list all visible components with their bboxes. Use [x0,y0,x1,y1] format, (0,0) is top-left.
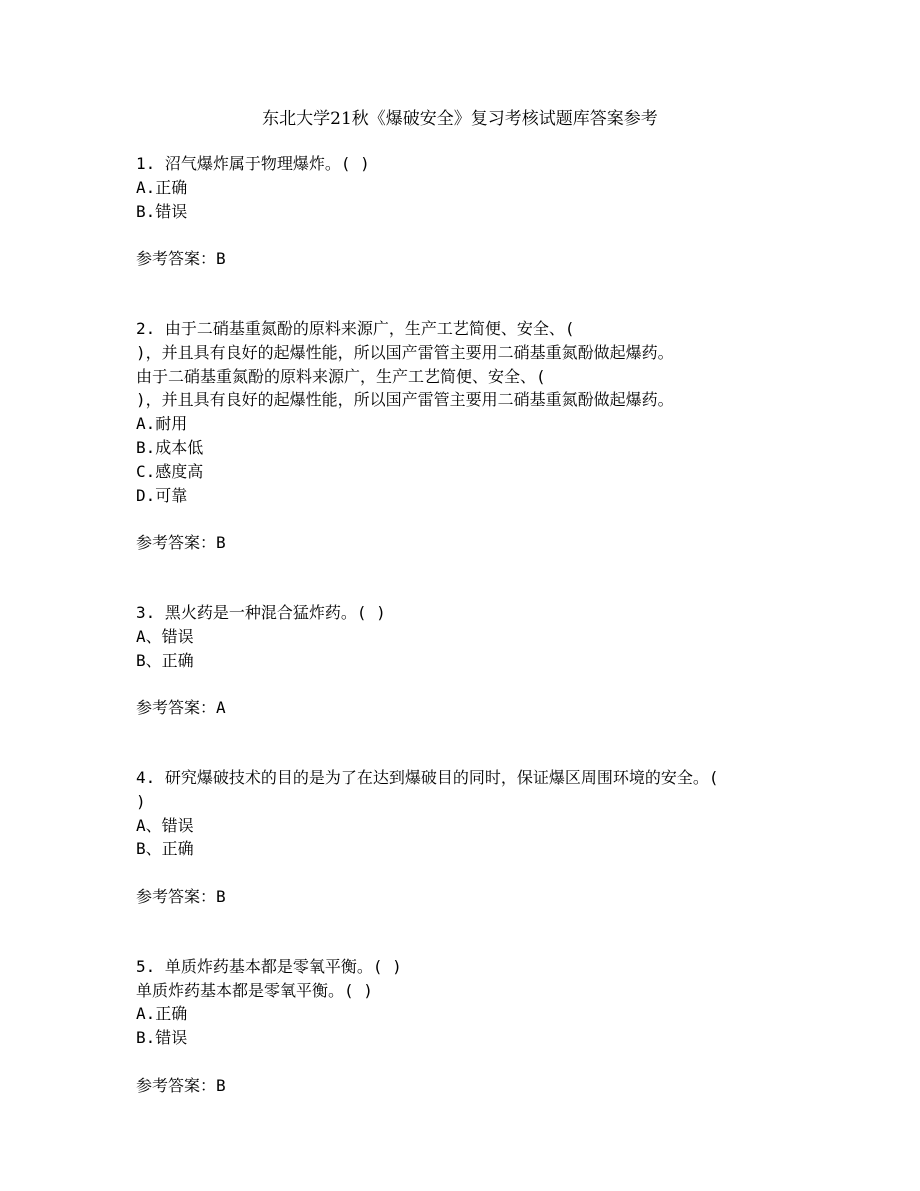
reference-answer: 参考答案：B [136,1075,226,1095]
option-b: B.错误 [136,1028,188,1048]
option-a: A、错误 [136,626,194,646]
question-3 [136,601,796,720]
option-c: C.感度高 [136,461,204,481]
option-a: A、错误 [136,815,194,835]
question-1 [136,152,796,271]
option-b: B.成本低 [136,437,204,457]
option-d: D.可靠 [136,485,188,505]
reference-answer: 参考答案：A [136,698,226,718]
option-b: B、正确 [136,839,194,859]
option-a: A.正确 [136,177,188,197]
reference-answer: 参考答案：B [136,886,226,906]
question-list [136,152,796,1144]
question-text: 4. 研究爆破技术的目的是为了在达到爆破目的同时，保证爆区周围环境的安全。( ) [136,767,719,811]
option-a: A.耐用 [136,414,188,434]
question-2 [136,317,796,555]
question-4 [136,766,796,909]
question-5 [136,955,796,1098]
reference-answer: 参考答案：B [136,249,226,269]
option-a: A.正确 [136,1004,188,1024]
question-text: 1. 沼气爆炸属于物理爆炸。( ) [136,154,370,173]
option-b: B.错误 [136,201,188,221]
option-b: B、正确 [136,650,194,670]
document-title: 东北大学21秋《爆破安全》复习考核试题库答案参考 [262,109,658,129]
question-text: 5. 单质炸药基本都是零氧平衡。( ) 单质炸药基本都是零氧平衡。( ) [136,956,402,1000]
question-text: 2. 由于二硝基重氮酚的原料来源广，生产工艺简便、安全、( )，并且具有良好的起爆性能，所以国产雷管主要用二硝基重氮酚做起爆药。 由于二硝基重氮酚的原料来源广，生产工艺简便、安全、( )，并且具有良好的起爆性能，所以国产雷管主要用二硝基重氮酚做起爆药。 [136,318,674,410]
reference-answer: 参考答案：B [136,533,226,553]
question-text: 3. 黑火药是一种混合猛炸药。( ) [136,602,386,622]
